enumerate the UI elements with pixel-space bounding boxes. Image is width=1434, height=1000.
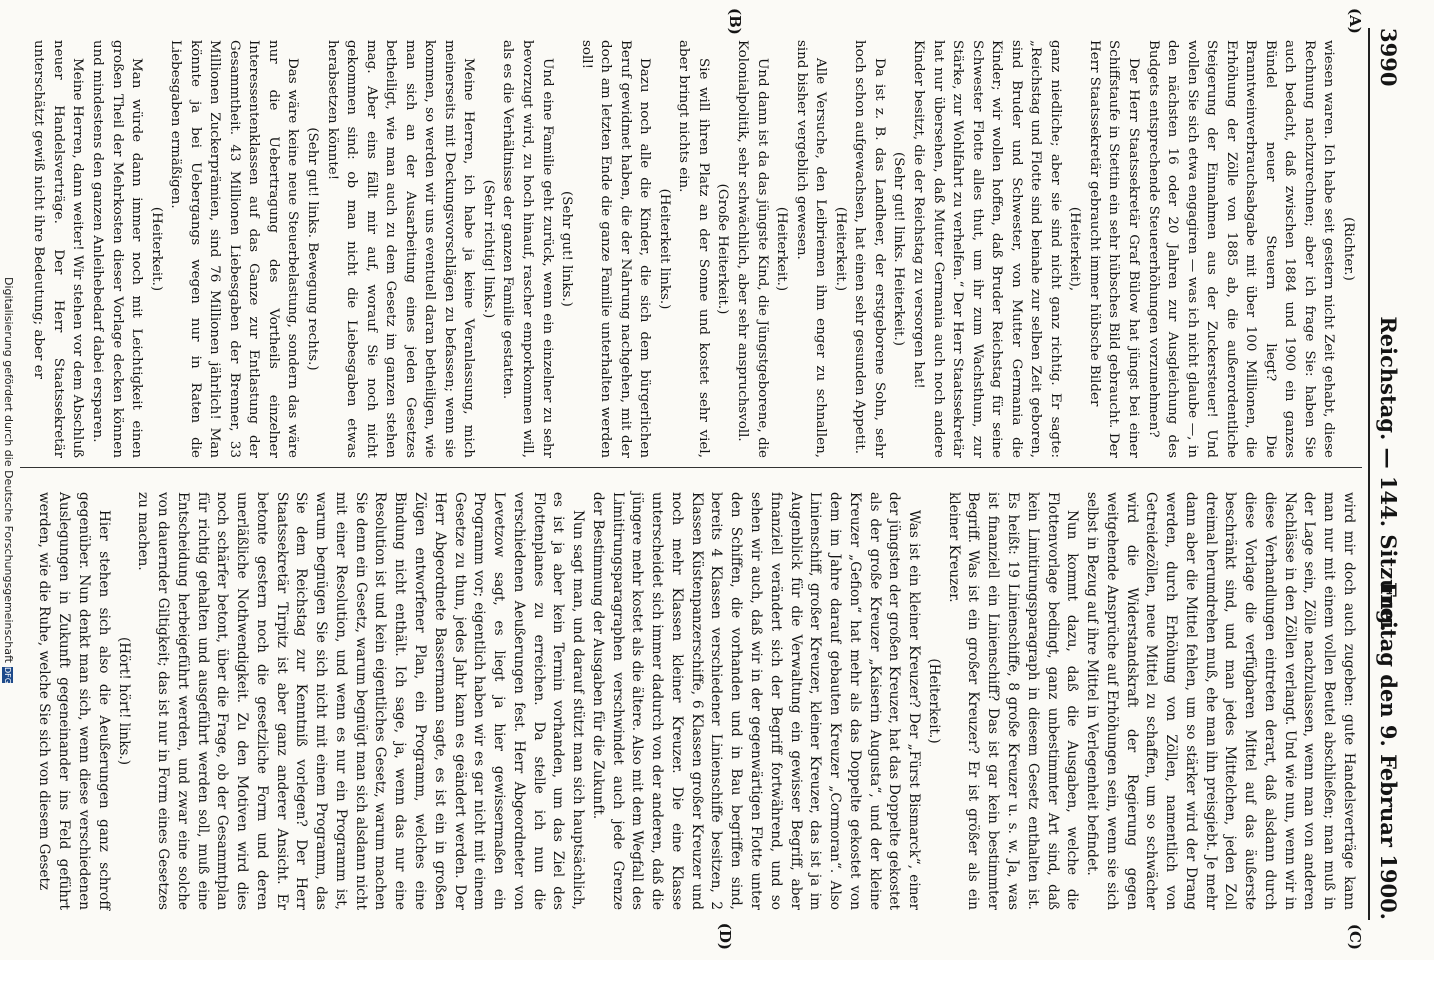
column-divider xyxy=(20,467,1362,468)
paragraph: Meine Herren, dann weiter! Wir stehen vor dem Abschluß neuer Handelsverträge. Der Herr Staatssekretär unterschätzt gewiß nicht ihre Bedeutung; aber er xyxy=(31,40,86,458)
reaction: (Große Heiterkeit.) xyxy=(715,183,731,315)
reaction: (Heiterkeit.) xyxy=(774,206,790,292)
margin-letter-b: (B) xyxy=(726,8,744,35)
dfg-logo-icon: DFG xyxy=(3,666,13,684)
paragraph: Da ist z. B. das Landheer, der erstgeborene Sohn, sehr hoch schon aufgewachsen, hat einen sehr gesunden Appetit. xyxy=(852,40,887,458)
paragraph: Und dann ist da das jüngste Kind, die Jüngstgeborene, die Kolonialpolitik, sehr schwächlich, aber sehr anspruchsvoll. xyxy=(735,40,770,458)
left-column xyxy=(29,40,1358,458)
paragraph: Was ist ein kleiner Kreuzer? Der „Fürst Bismarck“, einer der jüngsten der großen Kreuzer, hat das Doppelte gekostet als der große Kreuzer „Kaiserin Augusta“, und der kleine Kreuzer „Gefion“ hat mehr als das Doppelte gekostet von dem im Jahre darauf gebauten Kreuzer „Cormoran“. Also Linienschiff, großer Kreuzer, kleiner Kreuzer, das ist ja im Augenblick für die Verwaltung ein gewisser Begriff, aber finanziell verändert sich der Begriff fortwährend, und so sehen wir auch, daß wir in der gegenwärtigen Flotte unter den Schiffen, die vorhanden und in Bau begriffen sind, bereits 4 Klassen verschiedener Linienschiffe besitzen, 2 Klassen Küstenpanzerschiffe, 6 Klassen großer Kreuzer und noch mehr Klassen kleiner Kreuzer. Die eine Klasse unterscheidet sich immer dadurch von der anderen, daß die jüngere mehr kostet als die ältere. Also mit dem Wegfall des Limitirungsparagraphen verschwindet auch jede Grenze der Bestimmung der Ausgaben für die Zukunft. xyxy=(589,492,923,910)
paragraph: Sie will ihren Platz an der Sonne und kostet sehr viel, aber bringt nichts ein. xyxy=(676,40,711,458)
margin-letter-a: (A) xyxy=(1346,8,1364,34)
credit-text: Digitalisierung gefördert durch die Deutsche Forschungsgemeinschaft xyxy=(2,277,15,663)
paragraph: Der Herr Staatssekretär Graf Bülow hat jüngst bei einer Schiffstaufe in Stettin ein sehr hübsches Bild gebraucht. Der Herr Staatssekretär gebraucht immer hübsche Bilder xyxy=(1086,40,1141,458)
reaction: (Sehr gut! links. Heiterkeit.) xyxy=(891,152,907,346)
paragraph: Dazu noch alle die Kinder, die sich dem bürgerlichen Beruf gewidmet haben, die der Nahrung nachgehen, mit der doch am letzten Ende die ganze Familie unterhalten werden soll! xyxy=(578,40,653,458)
paragraph: ganz niedliche; aber sie sind nicht ganz richtig. Er sagte: „Reichstag und Flotte sind beinahe zur selben Zeit geboren, sind Bruder und Schwester, von Mutter Germania die Kinder; wir wollen hoffen, daß Bruder Reichstag für seine Schwester Flotte alles thut, um ihr zum Wachsthum, zur Stärke, zur Wohlfahrt zu verhelfen.“ Der Herr Staatssekretär hat nur übersehen, daß Mutter Germania auch noch andere Kinder besitzt, die der Reichstag zu versorgen hat! xyxy=(910,40,1063,458)
margin-letter-c: (C) xyxy=(1346,923,1364,950)
paragraph: Und eine Familie geht zurück, wenn ein einzelner zu sehr bevorzugt wird, zu hoch hinauf, rascher emporkommen will, als es die Verhältnisse der ganzen Familie gestatten. xyxy=(500,40,555,458)
page-header xyxy=(1368,28,1404,920)
reaction: (Hört! hört! links.) xyxy=(115,636,132,766)
page-title: Reichstag. — 144. Sitzung. xyxy=(1376,316,1401,632)
reaction: (Sehr gut! links. Bewegung rechts.) xyxy=(305,127,321,371)
paragraph: wiesen waren. Ich habe seit gestern nicht Zeit gehabt, diese Rechnung nachzurechnen; aber ich frage Sie: haben Sie auch bedacht, daß zwischen 1884 und 1900 ein ganzes Bündel neuer Steuern liegt? Die Branntweinverbrauchsabgabe mit über 100 Millionen, die Erhöhung der Zölle von 1885 ab, die außerordentliche Steigerung der Einnahmen aus der Zuckersteuer! Und wollen Sie sich etwa engagiren — was ich nicht glaube —, in den nächsten 16 oder 20 Jahren zur Ausgleichung des Budgets entsprechende Steuererhöhungen vorzunehmen? xyxy=(1145,40,1337,458)
paragraph: Nun sagt man, und darauf stützt man sich hauptsächlich, es ist ja aber kein Termin vorhanden, um das Ziel des Flottenplanes zu erreichen. Da stelle ich nun die verschiedenen Aeußerungen fest. Herr Abgeordneter von Levetzow sagt, es liegt ja hier gewissermaßen ein Programm vor; eigentlich haben wir es gar nicht mit einem Gesetze zu thun, jedes Jahr kann es geändert werden. Der Herr Abgeordnete Bassermann sagte, es ist ein in großen Zügen entworfener Plan, ein Programm, welches eine Bindung nicht enthält. Ich sage, ja, wenn das nur eine Resolution ist und kein eigentliches Gesetz, warum machen Sie denn ein Gesetz, warum begnügt man sich alsdann nicht mit einer Resolution, und wenn es nur ein Programm ist, warum begnügen Sie sich nicht mit einem Programm, das Sie dem Reichstag zur Kenntniß vorlegen? Der Herr Staatssekretär Tirpitz ist aber ganz anderer Ansicht. Er betonte gestern noch die gesetzliche Form und deren unerläßliche Nothwendigkeit. Zu den Motiven wird dies noch schärfer betont, über die Frage, ob der Gesammtplan für richtig gehalten und ausgeführt werden soll, muß eine Entscheidung herbeigeführt werden, und zwar eine solche von dauernder Giltigkeit; das ist nur in Form eines Gesetzes zu machen. xyxy=(135,492,587,910)
paragraph: Nun kommt dazu, daß die Ausgaben, welche die Flottenvorlage bedingt, ganz unbestimmter Art sind, daß kein Limitirungsparagraph in diesem Gesetz enthalten ist. Es heißt: 19 Linienschiffe, 8 große Kreuzer u. s. w. Ja, was ist finanziell ein Linienschiff? Das ist gar kein bestimmter Begriff. Was ist ein großer Kreuzer? Er ist größer als ein kleiner Kreuzer. xyxy=(945,492,1081,910)
paragraph: Man würde dann immer noch mit Leichtigkeit einen großen Theil der Mehrkosten dieser Vorlage decken können und mindestens den ganzen Anleihebedarf dabei ersparen. xyxy=(90,40,145,458)
paragraph: Das wäre keine neue Steuerbelastung, sondern das wäre nur die Uebertragung des Vortheils einzelner Interessentenklassen auf das Ganze zur Entlastung der Gesammtheit. 43 Millionen Liebesgaben der Brenner, 33 Millionen Zuckerprämien, sind 76 Millionen jährlich! Man könnte ja bei Uebergangs wegen nur in Raten die Liebesgaben ermäßigen. xyxy=(168,40,301,458)
paragraph: wird mir doch auch zugeben: gute Handelsverträge kann man nur mit einem vollen Beutel abschließen; man muß in der Lage sein, Zölle nachzulassen, wenn man von anderen Nachlässe in den Zöllen verlangt. Und wie nun, wenn wir in diese Verhandlungen eintreten derart, daß alsdann durch diese Vorlage die verfügbaren Mittel auf das äußerste beschränkt sind, und man jedes Mittelchen, jeden Zoll dreimal herumdrehen muß, ehe man ihn preisgiebt. Je mehr dann aber die Mittel fehlen, um so stärker wird der Drang werden, durch Erhöhung von Zöllen, namentlich von Getreidezöllen, neue Mittel zu schaffen, um so schwächer wird die Widerstandskraft der Regierung gegen weitgehende Ansprüche auf Erhöhungen sein, wenn sie sich selbst in Bezug auf ihre Mittel in Verlegenheit befindet. xyxy=(1084,492,1357,910)
digitization-credit xyxy=(2,0,15,960)
right-column xyxy=(34,492,1358,910)
reaction: (Heiterkeit links.) xyxy=(656,188,672,310)
reaction: (Heiterkeit.) xyxy=(148,206,164,292)
speaker-name: (Richter.) xyxy=(1341,217,1356,281)
reaction: (Heiterkeit), xyxy=(1067,206,1083,292)
paragraph: Meine Herren, ich habe ja keine Veranlassung, mich meinerseits mit Deckungsvorschlägen zu befassen; wenn sie kommen, so werden wir uns eventuell daran betheiligen, wie man sich an der Ausarbeitung eines jeden Gesetzes betheiligt, wie man auch zu dem Gesetz im ganzen stehen mag. Aber eins fällt mir auf, worauf Sie noch nicht gekommen sind: ob man nicht die Liebesgaben etwas herabsetzen könnte! xyxy=(324,40,477,458)
paragraph: Alle Versuche, den Leibriemen ihm enger zu schnallen, sind bisher vergeblich gewesen. xyxy=(793,40,829,458)
reaction: (Sehr richtig! links.) xyxy=(480,179,496,319)
reaction: (Sehr gut! links.) xyxy=(559,191,575,307)
page-number: 3990 xyxy=(1376,28,1401,87)
reaction: (Heiterkeit.) xyxy=(832,206,848,292)
session-date: Freitag den 9. Februar 1900. xyxy=(1376,582,1401,920)
reaction: (Heiterkeit.) xyxy=(925,658,942,744)
margin-letter-d: (D) xyxy=(716,922,734,950)
paragraph: Hier stehen sich also die Aeußerungen ganz schroff gegenüber. Nun denkt man sich, wenn diese verschiedenen Auslegungen in Zukunft gegeneinander ins Feld geführt werden, wie die Ruhe, welche Sie sich von diesem Gesetz xyxy=(36,492,112,910)
